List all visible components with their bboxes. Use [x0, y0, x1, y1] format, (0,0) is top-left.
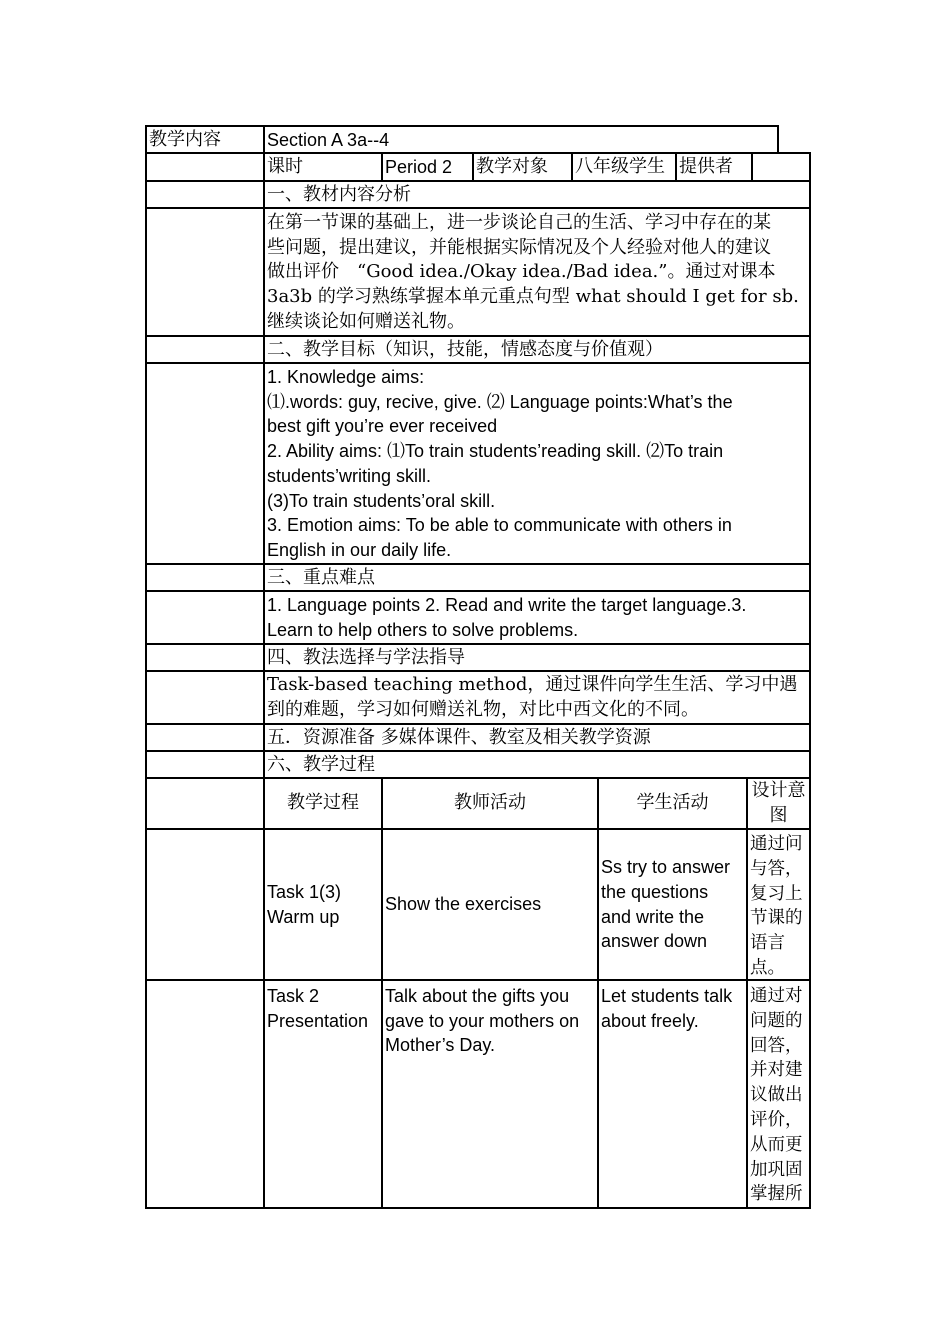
table-row-1-left-blank — [145, 828, 265, 981]
keypoints-left-blank — [145, 563, 265, 592]
process-header-teacher: 教师活动 — [381, 777, 599, 830]
goals-title: 二、教学目标（知识，技能，情感态度与价值观） — [263, 335, 811, 364]
table-row-1-intent: 通过问 与答， 复习上 节课的 语言 点。 — [746, 828, 811, 981]
resources-text: 五．资源准备 多媒体课件、教室及相关教学资源 — [263, 723, 811, 752]
methods-text-left-blank — [145, 670, 265, 725]
process-title: 六、教学过程 — [263, 750, 811, 779]
process-header-step: 教学过程 — [263, 777, 383, 830]
keypoints-title: 三、重点难点 — [263, 563, 811, 592]
analysis-title: 一、教材内容分析 — [263, 180, 811, 209]
table-row-1-step: Task 1(3) Warm up — [263, 828, 383, 981]
goals-text-left-blank — [145, 362, 265, 565]
content-value: Section A 3a--4 — [263, 125, 779, 154]
keypoints-text-left-blank — [145, 590, 265, 645]
table-row-2-intent: 通过对 问题的 回答， 并对建 议做出 评价， 从而更 加巩固 掌握所 — [746, 979, 811, 1209]
methods-text: Task-based teaching method，通过课件向学生生活、学习中遇 到的难题，学习如何赠送礼物，对比中西文化的不同。 — [263, 670, 811, 725]
analysis-text-left-blank — [145, 207, 265, 337]
goals-left-blank — [145, 335, 265, 364]
content-label: 教学内容 — [145, 125, 265, 154]
process-left-blank — [145, 750, 265, 779]
provider-label: 提供者 — [675, 152, 753, 182]
period-label: 课时 — [263, 152, 383, 182]
process-header-student: 学生活动 — [597, 777, 748, 830]
table-row-1-teacher: Show the exercises — [381, 828, 599, 981]
table-row-2-student: Let students talk about freely. — [597, 979, 748, 1209]
table-row-2-step: Task 2 Presentation — [263, 979, 383, 1209]
resources-left-blank — [145, 723, 265, 752]
process-header-intent: 设计意 图 — [746, 777, 811, 830]
table-row-1-student: Ss try to answer the questions and write the answer down — [597, 828, 748, 981]
header-row2-left-blank — [145, 152, 265, 182]
analysis-text: 在第一节课的基础上，进一步谈论自己的生活、学习中存在的某 些问题，提出建议，并能根据实际情况及个人经验对他人的建议 做出评价 “Good idea./Okay idea./Bad idea.”。通过对课本 3a3b 的学习熟练掌握本单元重点句型 what should I get for sb. 继续谈论如何赠送礼物。 — [263, 207, 811, 337]
provider-value — [751, 152, 811, 182]
object-label: 教学对象 — [472, 152, 573, 182]
period-value: Period 2 — [381, 152, 474, 182]
methods-left-blank — [145, 643, 265, 672]
methods-title: 四、教法选择与学法指导 — [263, 643, 811, 672]
table-row-2-left-blank — [145, 979, 265, 1209]
goals-text: 1. Knowledge aims: ⑴.words: guy, recive, give. ⑵ Language points:What’s the best gift you’re ever received 2. Ability aims: ⑴To train students’reading skill. ⑵To train students’writing skill. (3)To train students’oral skill. 3. Emotion aims: To be able to communicate with others in English in our daily life. — [263, 362, 811, 565]
keypoints-text: 1. Language points 2. Read and write the target language.3. Learn to help others to solve problems. — [263, 590, 811, 645]
process-header-left-blank — [145, 777, 265, 830]
analysis-left-blank — [145, 180, 265, 209]
object-value: 八年级学生 — [571, 152, 677, 182]
table-row-2-teacher: Talk about the gifts you gave to your mothers on Mother’s Day. — [381, 979, 599, 1209]
